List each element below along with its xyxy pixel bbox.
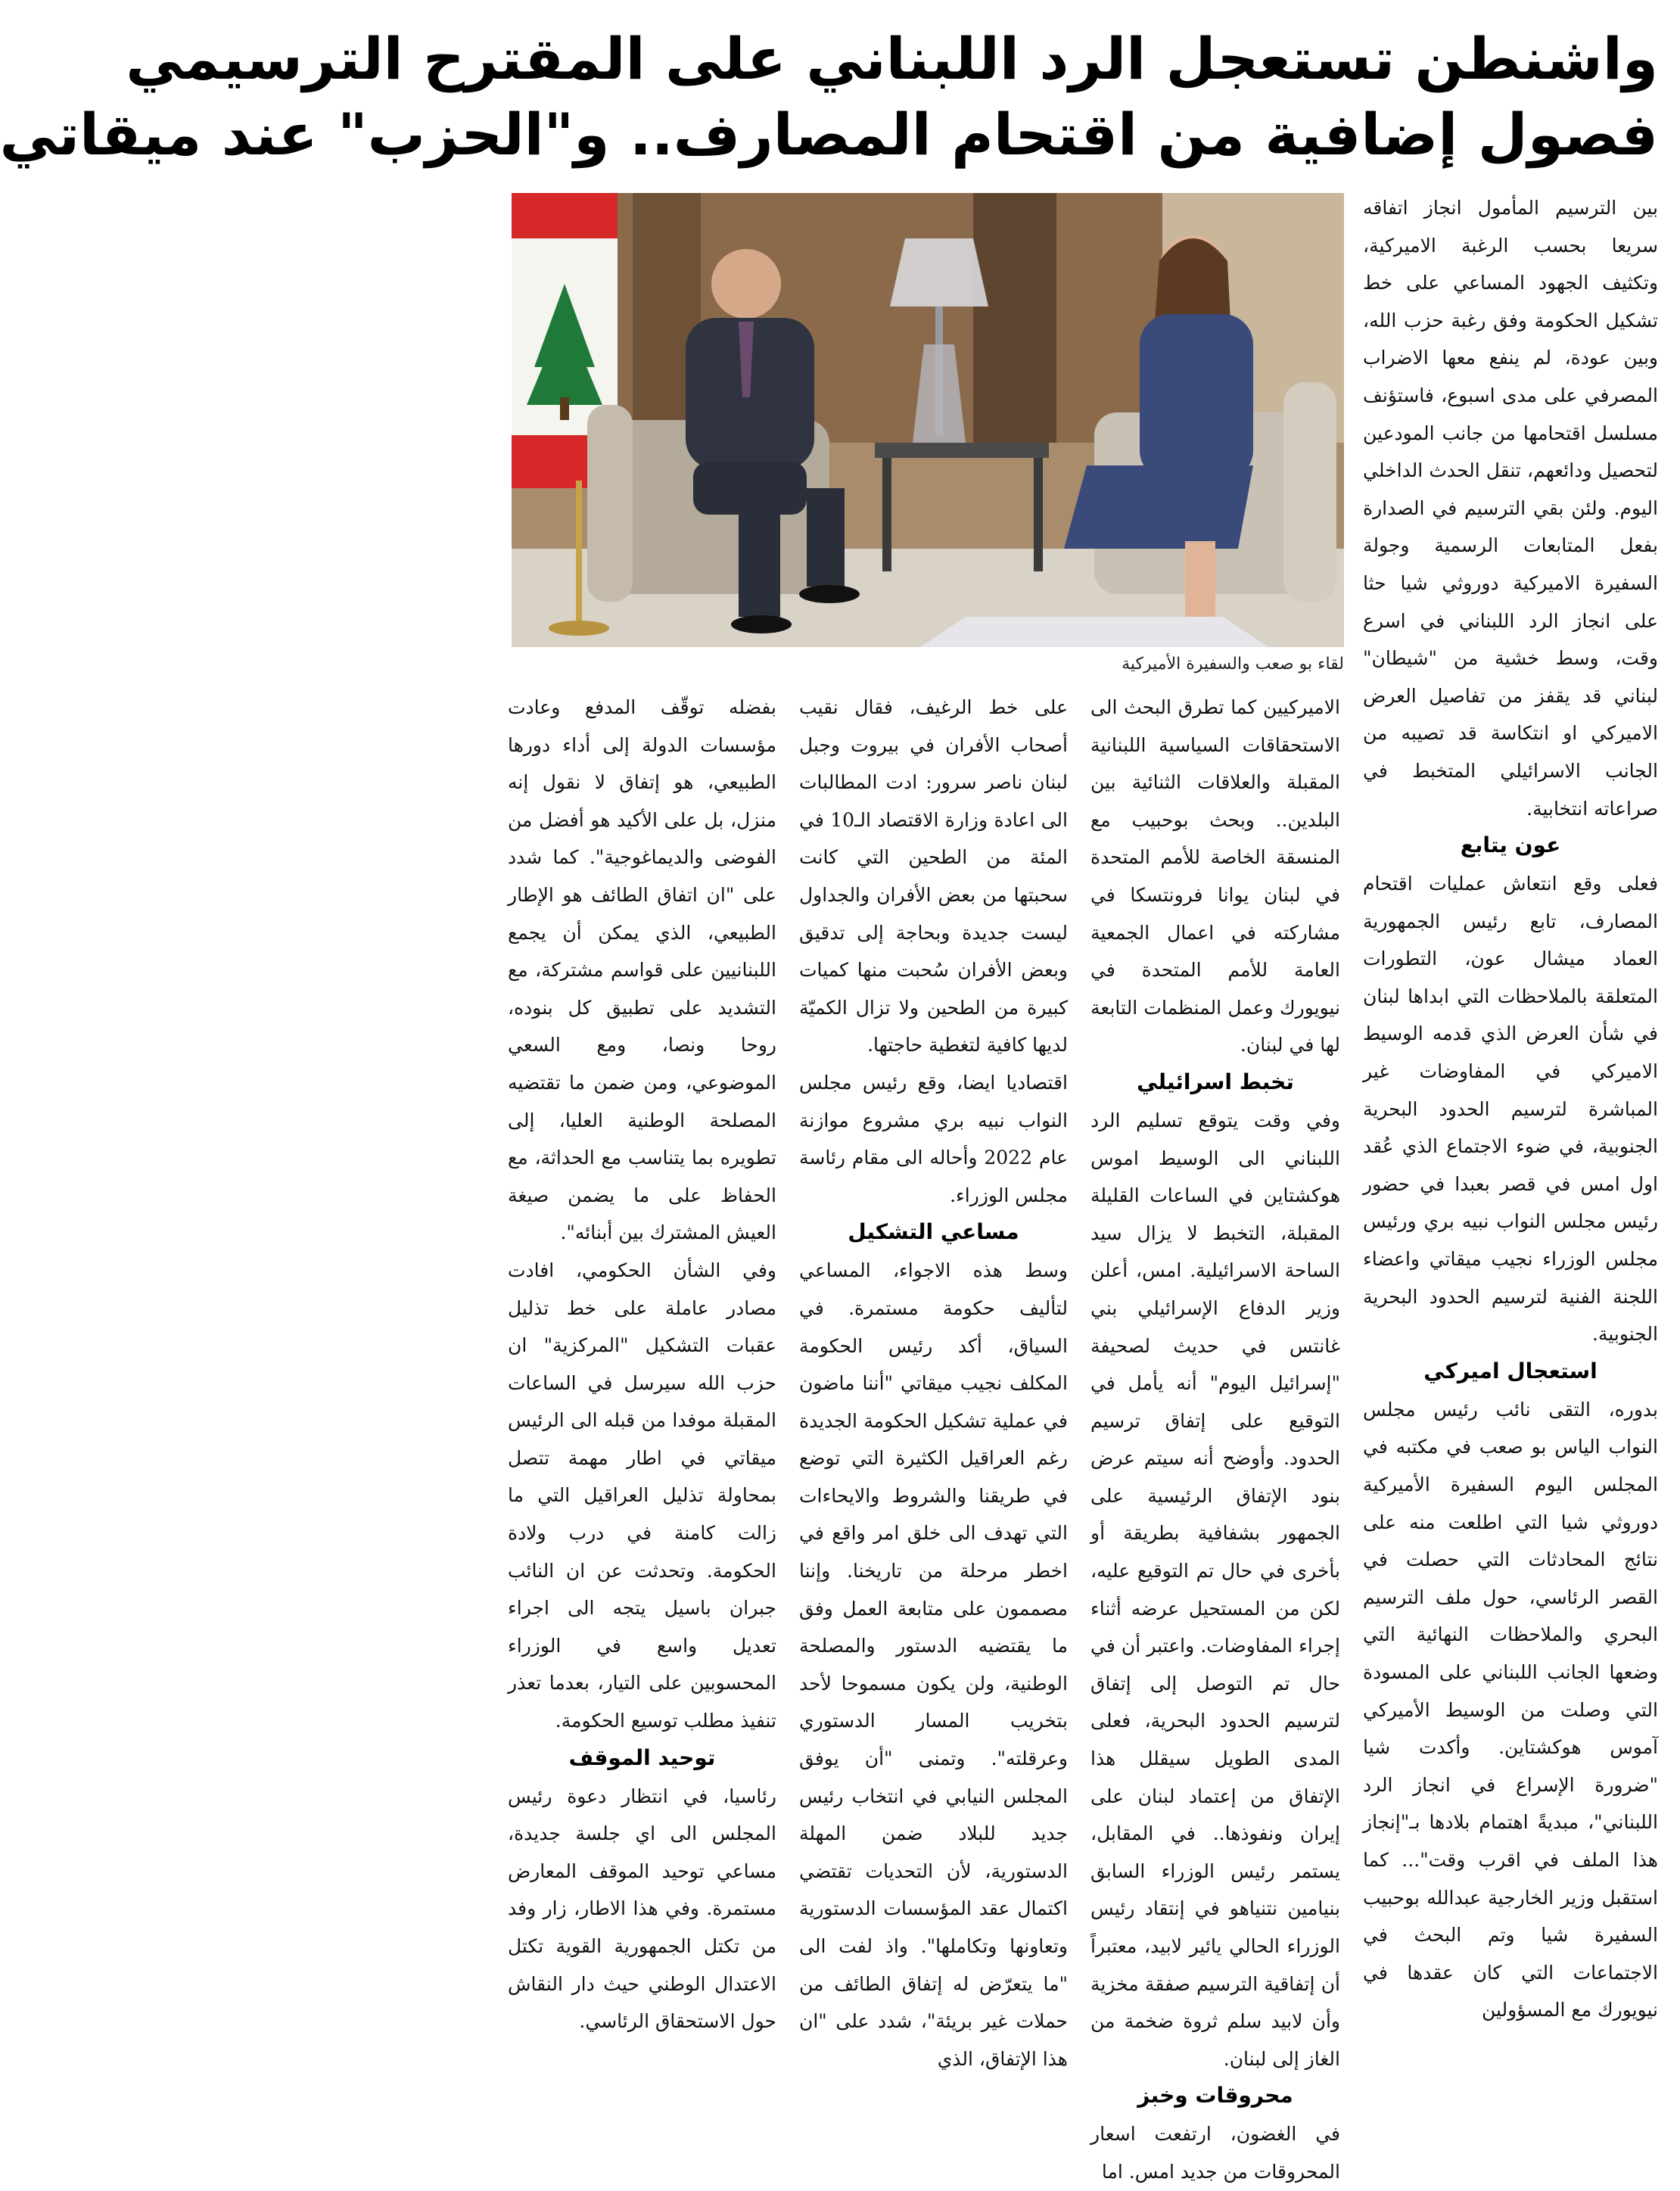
paragraph: في الغضون، ارتفعت اسعار المحروقات من جديد امس. اما xyxy=(1090,2123,1340,2183)
photo-caption: لقاء بو صعب والسفيرة الأميركية xyxy=(1122,655,1344,674)
headline-line-1: واشنطن تستعجل الرد اللبناني على المقترح الترسيمي xyxy=(126,25,1658,92)
subheading: عون يتابع xyxy=(1460,833,1561,858)
subheading: استعجال اميركي xyxy=(1423,1358,1598,1383)
article-photo xyxy=(512,193,1344,647)
column-1 xyxy=(508,689,776,2112)
meeting-photo-illustration xyxy=(512,193,1344,647)
paragraph: على خط الرغيف، فقال نقيب أصحاب الأفران في بيروت وجبل لبنان ناصر سرور: ادت المطالبات الى اعادة وزارة الاقتصاد الـ10 في المئة من الطحين التي كانت سحبتها من بعض الأفران والجداول ليست جديدة وبحاجة إلى تدقيق وبعض الأفران سُحبت منها كميات كبيرة من الطحين ولا تزال الكميّة لديها كافية لتغطية حاجتها. xyxy=(799,696,1068,1057)
paragraph: رئاسيا، في انتظار دعوة رئيس المجلس الى اي جلسة جديدة، مساعي توحيد الموقف المعارض مستمرة. وفي هذا الاطار، زار وفد من تكتل الجمهورية القوية تكتل الاعتدال الوطني حيث دار النقاش حول الاستحقاق الرئاسي. xyxy=(508,1785,776,2033)
subheading: محروقات وخبز xyxy=(1137,2083,1293,2109)
paragraph: فعلى وقع انتعاش عمليات اقتحام المصارف، تابع رئيس الجمهورية العماد ميشال عون، التطورات المتعلقة بالملاحظات التي ابداها لبنان في شأن العرض الذي قدمه الوسيط الاميركي في المفاوضات غير المباشرة لترسيم الحدود البحرية الجنوبية، في ضوء الاجتماع الذي عُقد اول امس في قصر بعبدا في حضور رئيس مجلس النواب نبيه بري ورئيس مجلس الوزراء نجيب ميقاتي واعضاء اللجنة الفنية لترسيم الحدود البحرية الجنوبية. xyxy=(1363,873,1658,1346)
headline-line-2: فصول إضافية من اقتحام المصارف.. و"الحزب" عند ميقاتي xyxy=(0,101,1658,168)
column-right xyxy=(1363,189,1658,2112)
column-2 xyxy=(799,689,1068,2112)
subheading: تخبط اسرائيلي xyxy=(1137,1069,1294,1094)
paragraph: بين الترسيم المأمول انجاز اتفاقه سريعا بحسب الرغبة الاميركية، وتكثيف الجهود المساعي على خط تشكيل الحكومة وفق رغبة حزب الله، وبين عودة، لم ينفع معها الاضراب المصرفي على مدى اسبوع، فاستؤنف مسلسل اقتحامها من جانب المودعين لتحصيل ودائعهم، تنقل الحدث الداخلي اليوم. ولئن بقي الترسيم في الصدارة بفعل المتابعات الرسمية وجولة السفيرة الاميركية دوروثي شيا حثا على انجاز الرد اللبناني في اسرع وقت، وسط خشية من "شيطان" لبناني قد يقفز من تفاصيل العرض الاميركي او انتكاسة قد تصيبه من الجانب الاسرائيلي المتخبط في صراعاته انتخابية. xyxy=(1363,197,1658,820)
paragraph: بفضله توقّف المدفع وعادت مؤسسات الدولة إلى أداء دورها الطبيعي، هو إتفاق لا نقول إنه منزل، بل على الأكيد هو أفضل من الفوضى والديماغوجية". كما شدد على "ان اتفاق الطائف هو الإطار الطبيعي، الذي يمكن أن يجمع اللبنانيين على قواسم مشتركة، مع التشديد على تطبيق كل بنوده، روحا ونصا، ومع السعي الموضوعي، ومن ضمن ما تقتضيه المصلحة الوطنية العليا، إلى تطويره بما يتناسب مع الحداثة، مع الحفاظ على ما يضمن صيغة العيش المشترك بين أبنائه". xyxy=(508,696,776,1244)
column-3 xyxy=(1090,689,1340,2183)
paragraph: وفي وقت يتوقع تسليم الرد اللبناني الى الوسيط اموس هوكشتاين في الساعات القليلة المقبلة، التخبط لا يزال سيد الساحة الاسرائيلية. امس، أعلن وزير الدفاع الإسرائيلي بني غانتس في حديث لصحيفة "إسرائيل اليوم" أنه يأمل في التوقيع على إتفاق ترسيم الحدود. وأوضح أنه سيتم عرض بنود الإتفاق الرئيسية على الجمهور بشفافية بطريقة أو بأخرى في حال تم التوقيع عليه، لكن من المستحيل عرضه أثناء إجراء المفاوضات. واعتبر أن في حال تم التوصل إلى إتفاق لترسيم الحدود البحرية، فعلى المدى الطويل سيقلل هذا الإتفاق من إعتماد لبنان على إيران ونفوذها.. في المقابل، يستمر رئيس الوزراء السابق بنيامين نتنياهو في إنتقاد رئيس الوزراء الحالي يائير لابيد، معتبراً أن إتفاقية الترسيم صفقة مخزية وأن لابيد سلم ثروة ضخمة من الغاز إلى لبنان. xyxy=(1090,1109,1340,2070)
subheading: مساعي التشكيل xyxy=(848,1219,1019,1245)
paragraph: الاميركيين كما تطرق البحث الى الاستحقاقات السياسية اللبنانية المقبلة والعلاقات الثنائية بين البلدين.. وبحث بوحبيب مع المنسقة الخاصة للأمم المتحدة في لبنان يوانا فرونتسكا في مشاركته في اعمال الجمعية العامة للأمم المتحدة في نيويورك وعمل المنظمات التابعة لها في لبنان. xyxy=(1090,696,1340,1057)
paragraph: وسط هذه الاجواء، المساعي لتأليف حكومة مستمرة. في السياق، أكد رئيس الحكومة المكلف نجيب ميقاتي "أننا ماضون في عملية تشكيل الحكومة الجديدة رغم العراقيل الكثيرة التي توضع في طريقنا والشروط والايحاءات التي تهدف الى خلق امر واقع في اخطر مرحلة من تاريخنا. وإننا مصممون على متابعة العمل وفق ما يقتضيه الدستور والمصلحة الوطنية، ولن يكون مسموحا لأحد بتخريب المسار الدستوري وعرقلته". وتمنى "أن يوفق المجلس النيابي في انتخاب رئيس جديد للبلاد ضمن المهلة الدستورية، لأن التحديات تقتضي اكتمال عقد المؤسسات الدستورية وتعاونها وتكاملها". واذ لفت الى "ما يتعرّض له إتفاق الطائف من حملات غير بريئة"، شدد على "ان هذا الإتفاق، الذي xyxy=(799,1259,1068,2070)
subheading: توحيد الموقف xyxy=(568,1744,716,1770)
paragraph: بدوره، التقى نائب رئيس مجلس النواب الياس بو صعب في مكتبه في المجلس اليوم السفيرة الأميركية دوروثي شيا التي اطلعت منه على نتائج المحادثات التي حصلت في القصر الرئاسي، حول ملف الترسيم البحري والملاحظات النهائية التي وضعها الجانب اللبناني على المسودة التي وصلت من الوسيط الأميركي آموس هوكشتاين. وأكدت شيا "ضرورة الإسراع في انجاز الرد اللبناني"، مبديةً اهتمام بلادها بـ"إنجاز هذا الملف في اقرب وقت"... كما استقبل وزير الخارجية عبدالله بوحبيب السفيرة شيا وتم البحث في الاجتماعات التي كان عقدها في نيويورك مع المسؤولين xyxy=(1363,1398,1658,2021)
paragraph: اقتصاديا ايضا، وقع رئيس مجلس النواب نبيه بري مشروع موازنة عام 2022 وأحاله الى مقام رئاسة مجلس الوزراء. xyxy=(799,1071,1068,1206)
headline xyxy=(0,21,1658,173)
paragraph: وفي الشأن الحكومي، افادت مصادر عاملة على خط تذليل عقبات التشكيل "المركزية" ان حزب الله سيرسل في الساعات المقبلة موفدا من قبله الى الرئيس ميقاتي في اطار مهمة تتصل بمحاولة تذليل العراقيل التي ما زالت كامنة في درب ولادة الحكومة. وتحدثت عن ان النائب جبران باسيل يتجه الى اجراء تعديل واسع في الوزراء المحسوبين على التيار، بعدما تعذر تنفيذ مطلب توسيع الحكومة. xyxy=(508,1259,776,1732)
